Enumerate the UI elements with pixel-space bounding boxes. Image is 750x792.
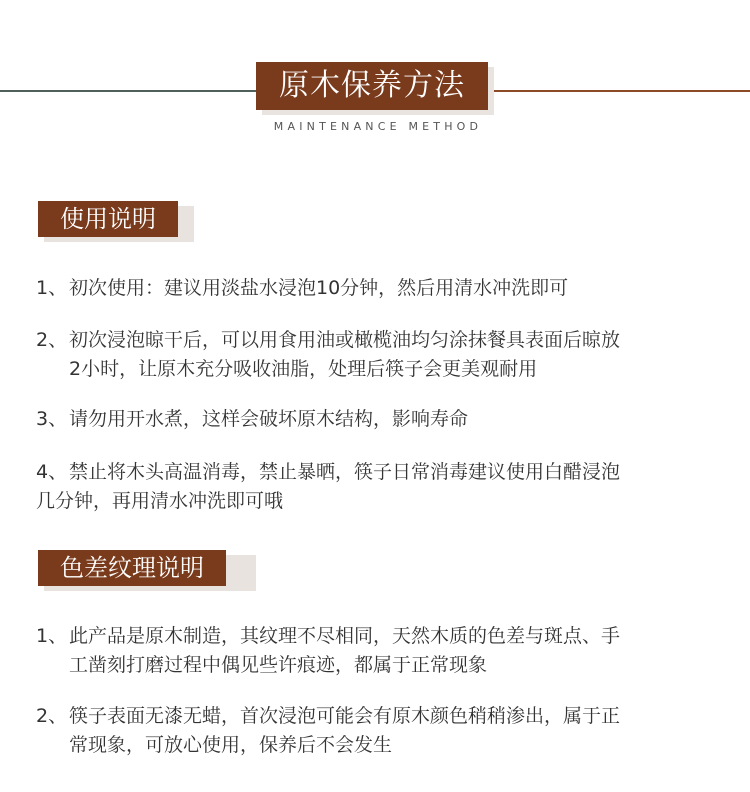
item-number: 2、 [36, 705, 68, 727]
item-number: 4、 [36, 461, 68, 483]
item-number: 3、 [36, 408, 68, 430]
item-number: 2、 [36, 329, 68, 351]
item-text: 禁止将木头高温消毒，禁止暴晒，筷子日常消毒建议使用白醋浸泡 [69, 461, 621, 483]
header-divider-right [494, 90, 750, 92]
header-divider-left [0, 90, 262, 92]
list-item [36, 458, 726, 516]
list-item [36, 622, 726, 680]
item-text-continued: 2小时，让原木充分吸收油脂，处理后筷子会更美观耐用 [69, 358, 538, 380]
list-item [36, 326, 726, 384]
item-text-continued: 常现象，可放心使用，保养后不会发生 [69, 734, 393, 756]
item-text: 筷子表面无漆无蜡，首次浸泡可能会有原木颜色稍稍渗出，属于正 [69, 705, 621, 727]
item-text: 请勿用开水煮，这样会破坏原木结构，影响寿命 [69, 408, 469, 430]
page-title: 原木保养方法 [256, 62, 488, 110]
item-number: 1、 [36, 625, 68, 647]
section-label-usage: 使用说明 [38, 201, 178, 237]
item-text: 初次浸泡晾干后，可以用食用油或橄榄油均匀涂抹餐具表面后晾放 [69, 329, 621, 351]
page-subtitle: MAINTENANCE METHOD [273, 120, 483, 133]
item-text-continued: 工凿刻打磨过程中偶见些许痕迹，都属于正常现象 [69, 654, 488, 676]
list-item [36, 702, 726, 760]
section-label-color-grain: 色差纹理说明 [38, 550, 226, 586]
item-text: 此产品是原木制造，其纹理不尽相同，天然木质的色差与斑点、手 [69, 625, 621, 647]
item-text: 初次使用：建议用淡盐水浸泡10分钟，然后用清水冲洗即可 [69, 277, 569, 299]
item-number: 1、 [36, 277, 68, 299]
list-item [36, 405, 726, 434]
list-item [36, 274, 726, 303]
item-text-continued: 几分钟，再用清水冲洗即可哦 [36, 490, 284, 512]
